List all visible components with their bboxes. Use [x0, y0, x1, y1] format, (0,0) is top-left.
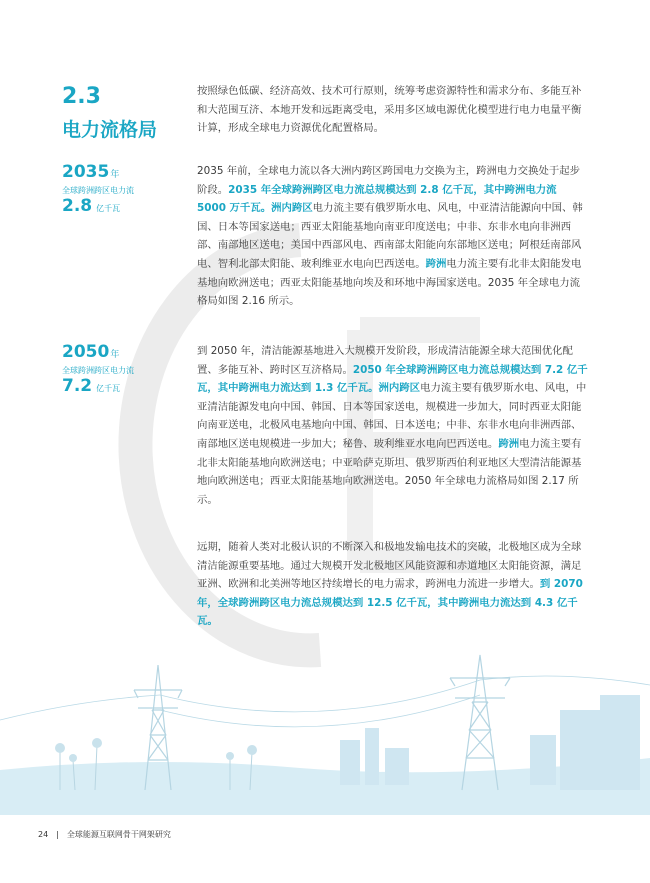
- stat-unit: 亿千瓦: [96, 204, 121, 213]
- highlight-text: 洲内跨区: [271, 202, 313, 215]
- highlight-text: 到 2070 年，全球跨洲跨区电力流总规模达到 12.5 亿千瓦，其中跨洲电力流达到 4.3 亿千瓦。: [197, 578, 583, 628]
- highlight-text: 跨洲: [425, 257, 447, 270]
- stat-year: 2050: [62, 342, 110, 362]
- footer-title: 全球能源互联网骨干网架研究: [66, 830, 171, 839]
- stat-label: 全球跨洲跨区电力流: [62, 186, 134, 195]
- paragraph-text: 电力流主要有北非太阳能基地向欧洲送电；中亚哈萨克斯坦、俄罗斯西伯利亚地区大型清洁能源基地向欧洲送电；西亚太阳能基地向欧洲送电。2050 年全球电力流格局如图 2.17 所示。: [197, 437, 582, 506]
- stat-unit: 亿千瓦: [96, 384, 121, 393]
- section-title: 电力流格局: [62, 119, 158, 141]
- stat-value: 7.2: [62, 376, 93, 396]
- highlight-text: 2050 年全球跨洲跨区电力流总规模达到 7.2 亿千瓦，其中跨洲电力流达到 1.3 亿千瓦。: [197, 363, 588, 395]
- landscape-illustration: [0, 640, 650, 815]
- page-footer: [38, 829, 171, 840]
- highlight-text: 洲内跨区: [378, 382, 421, 395]
- paragraph-text: 到 2050 年，清洁能源基地进入大规模开发阶段，形成清洁能源全球大范围优化配置、多能互补、跨时区互济格局。: [197, 345, 573, 376]
- paragraph-text: 电力流主要有俄罗斯水电、风电，中亚清洁能源向中国、韩国、日本等国家送电；西亚太阳能基地向南亚印度送电；中非、东非水电向非洲西部、南部地区送电；美国中西部风电、西南部太阳能向东部地区送电；阿根廷南部风电、智利北部太阳能、玻利维亚水电向巴西送电。: [197, 202, 583, 270]
- highlight-text: 2035 年全球跨洲跨区电力流总规模达到 2.8 亿千瓦，其中跨洲电力流 5000 万千瓦。: [197, 183, 557, 215]
- paragraph-text: 电力流主要有俄罗斯水电、风电，中亚清洁能源发电向中国、韩国、日本等国家送电，规模进一步加大，同时西亚太阳能向南亚送电，北极风电基地向中国、韩国、日本送电；中非、东非水电向非洲西部、南部地区送电规模进一步加大；秘鲁、玻利维亚水电向巴西送电。: [197, 382, 587, 450]
- paragraph-text: 2035 年前，全球电力流以各大洲内跨区跨国电力交换为主，跨洲电力交换处于起步阶段。: [197, 165, 581, 196]
- stat-label: 全球跨洲跨区电力流: [62, 366, 134, 375]
- highlight-text: 跨洲: [498, 437, 520, 450]
- paragraph-2050: [197, 342, 589, 509]
- footer-separator: |: [56, 830, 59, 839]
- power-tower-icon: [450, 655, 510, 790]
- stat-value: 2.8: [62, 196, 93, 216]
- stat-2035: [62, 162, 134, 216]
- page-number: 24: [38, 830, 49, 839]
- paragraph-2070: [197, 538, 589, 631]
- stat-2050: [62, 342, 134, 396]
- stat-year-unit: 年: [110, 350, 120, 360]
- paragraph-intro: 按照绿色低碳、经济高效、技术可行原则，统筹考虑资源特性和需求分布、多能互补和大范围互济、本地开发和远距离受电，采用多区域电源优化模型进行电力电量平衡计算，形成全球电力资源优化配置格局。: [197, 85, 582, 135]
- stat-year: 2035: [62, 162, 110, 182]
- paragraph-text: 远期，随着人类对北极认识的不断深入和极地发输电技术的突破，北极地区成为全球清洁能源重要基地。通过大规模开发北极地区风能资源和赤道地区太阳能资源，满足亚洲、欧洲和北美洲等地区持续增长的电力需求，跨洲电力流进一步增大。: [197, 541, 582, 591]
- stat-year-unit: 年: [110, 170, 120, 180]
- paragraph-2035: [197, 162, 589, 311]
- section-number: 2.3: [62, 84, 101, 109]
- paragraph-text: 电力流主要有北非太阳能发电基地向欧洲送电；西亚太阳能基地向埃及和环地中海国家送电。2035 年全球电力流格局如图 2.16 所示。: [197, 257, 582, 308]
